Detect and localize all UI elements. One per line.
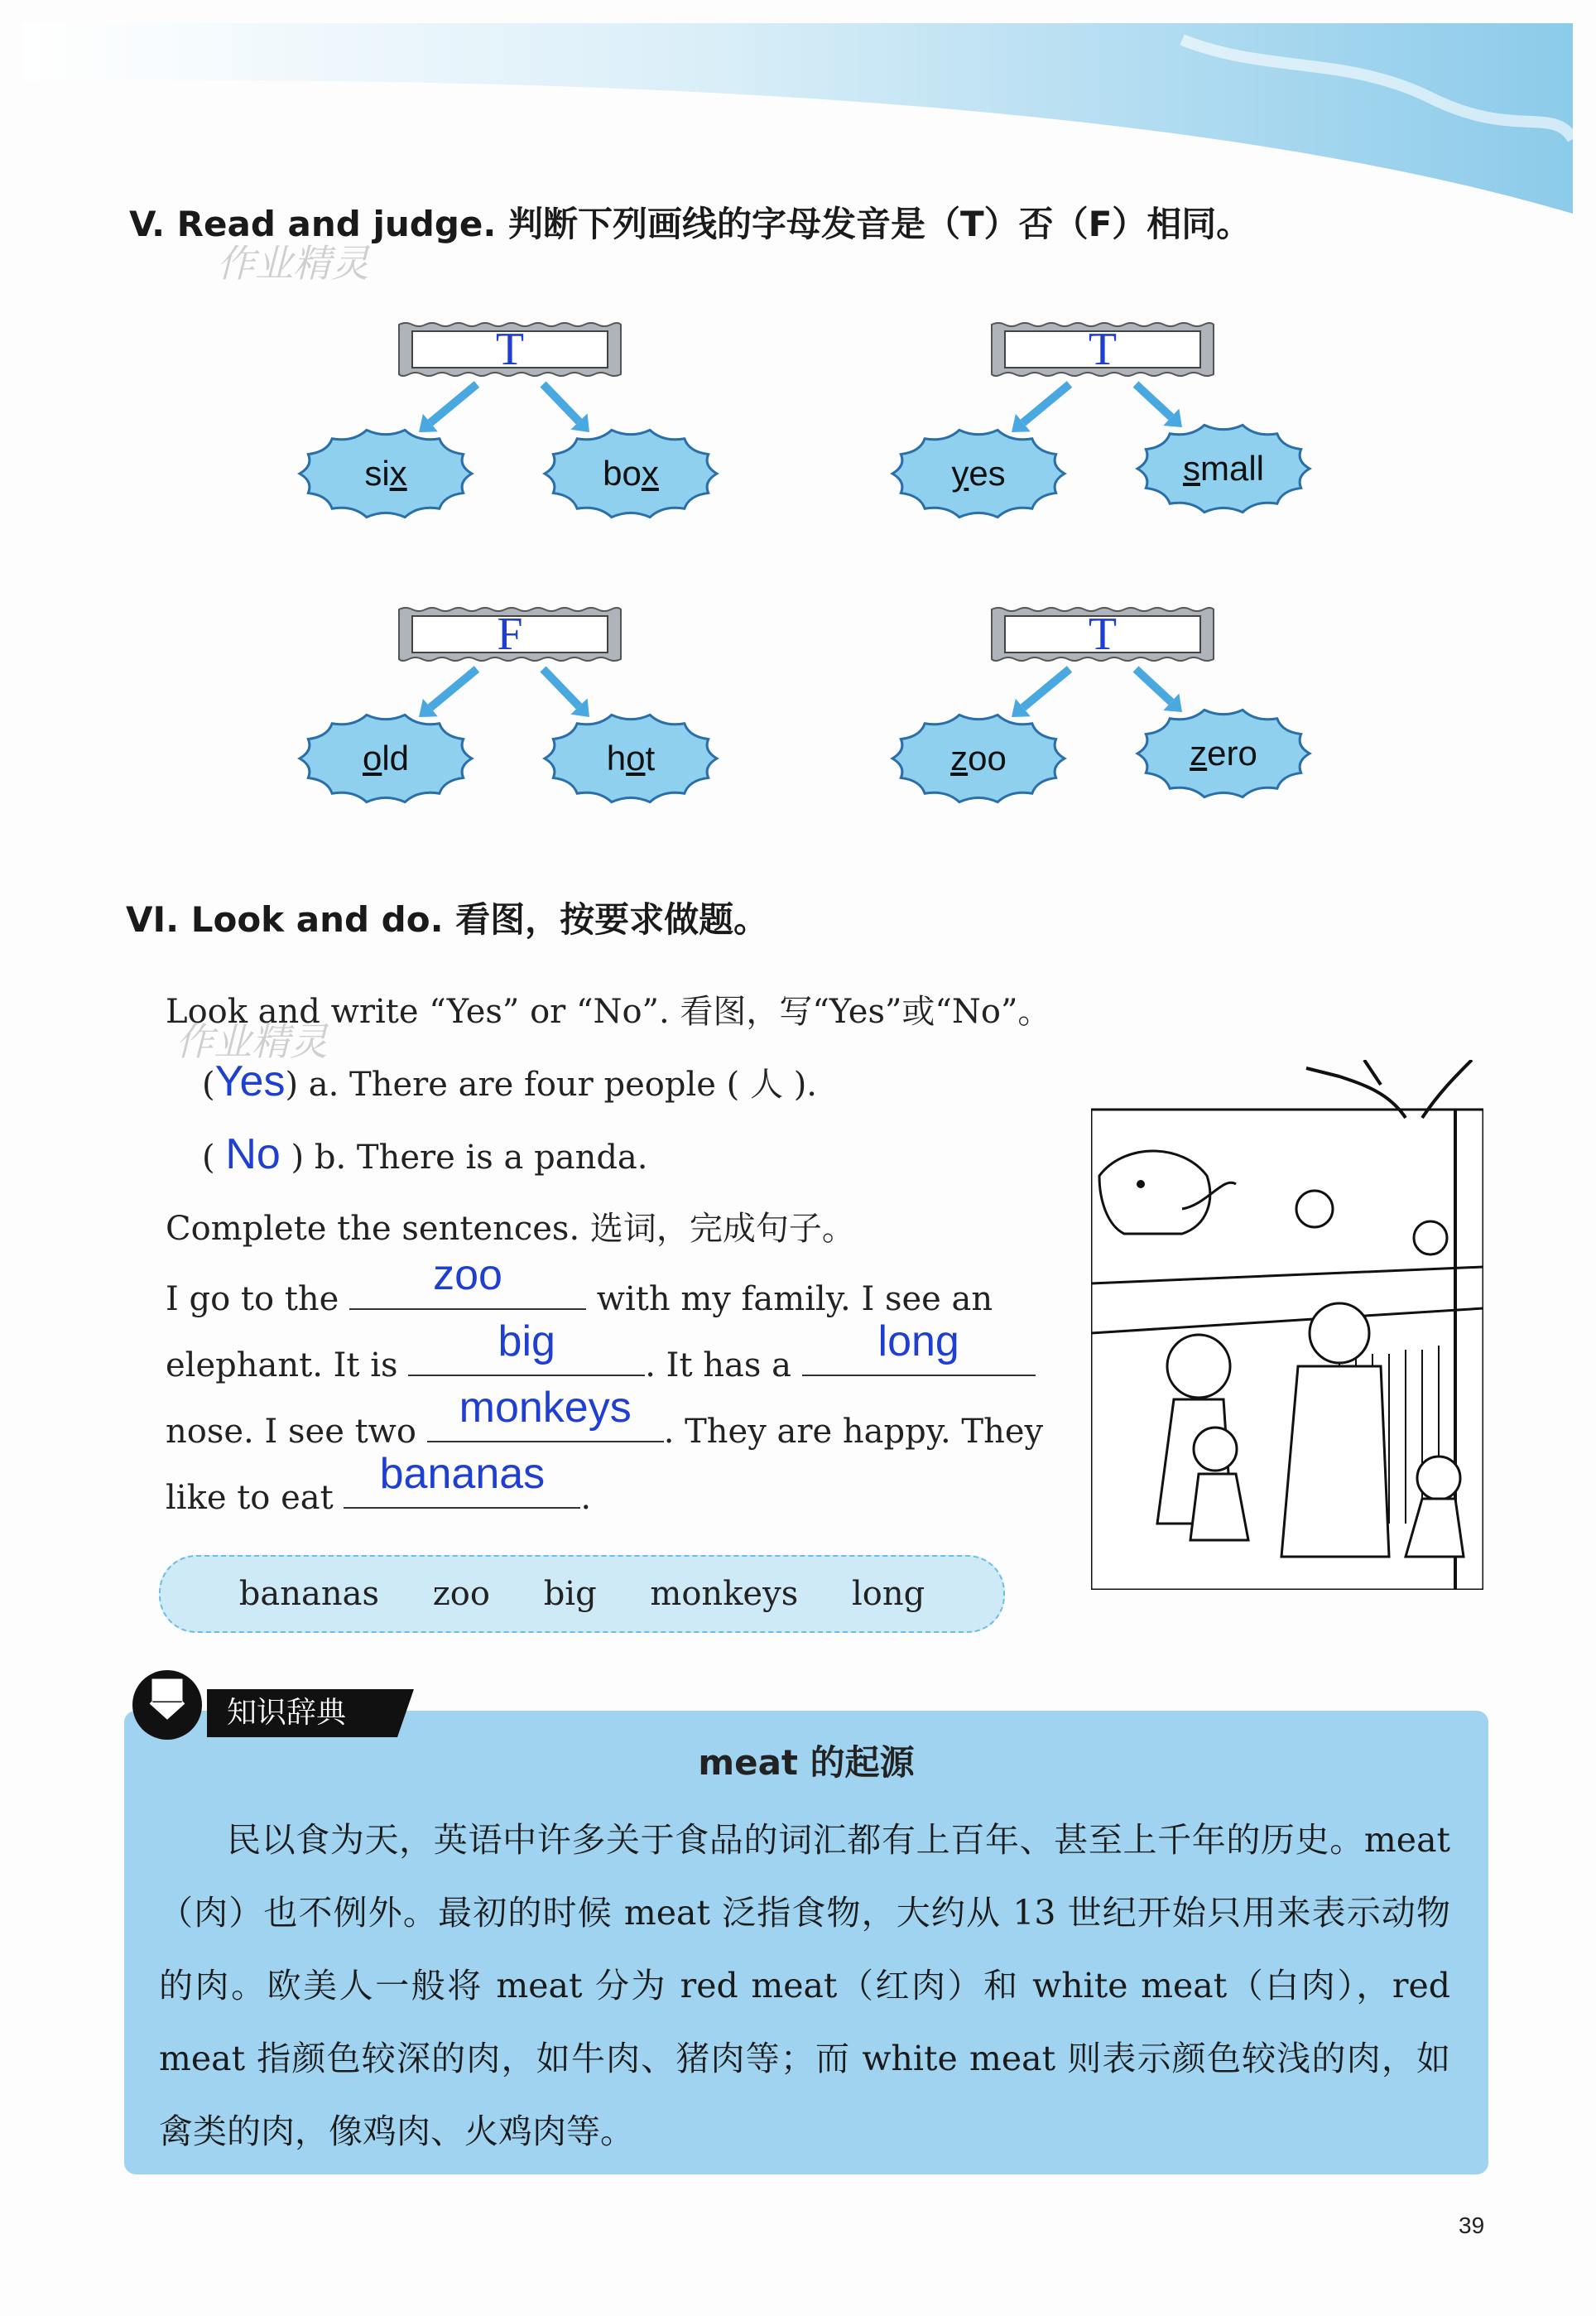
cloud-word: old — [362, 739, 410, 778]
book-icon — [126, 1659, 209, 1742]
word-bank-item: big — [543, 1575, 597, 1613]
word-cloud — [540, 424, 722, 523]
passage-line-2: elephant. It is big . It has a long — [166, 1341, 1036, 1384]
watermark: 作业精灵 — [175, 1019, 328, 1064]
passage-line-1: I go to the zoo with my family. I see an — [166, 1251, 993, 1318]
word-cloud — [540, 709, 722, 808]
zoo-family-illustration — [1091, 1060, 1483, 1590]
word-cloud — [1132, 419, 1315, 518]
blank-1[interactable]: zoo — [349, 1275, 586, 1310]
word-bank — [159, 1555, 1005, 1633]
instruction-yes-no: Look and write “Yes” or “No”. 看图，写“Yes”或“No”。 — [166, 993, 1051, 1031]
instruction-complete: Complete the sentences. 选词，完成句子。 — [166, 1210, 855, 1248]
answer-a[interactable]: Yes — [214, 1057, 286, 1105]
page-number: 39 — [1459, 2212, 1485, 2238]
cloud-word: small — [1182, 449, 1264, 488]
knowledge-paragraph: 民以食为天，英语中许多关于食品的词汇都有上百年、甚至上千年的历史。meat（肉）也不例外。最初的时候 meat 泛指食物，大约从 13 世纪开始只用来表示动物的肉。欧美人一般将 meat 分为 red meat（红肉）和 white meat（白肉），red meat 指颜色较深的肉，如牛肉、猪肉等；而 white meat 则表示颜色较浅的肉，如禽类的肉，像鸡肉、火鸡肉等。 — [159, 1820, 1450, 2151]
underlined-letter: z — [1190, 734, 1208, 773]
underlined-letter: x — [641, 454, 659, 493]
blank-4[interactable]: monkeys — [427, 1408, 664, 1442]
passage-line-4: like to eat bananas . — [166, 1450, 592, 1517]
word-cloud — [887, 709, 1070, 808]
word-bank-item: zoo — [432, 1575, 490, 1613]
header-decoration — [23, 23, 1573, 214]
blank-2[interactable]: big — [408, 1341, 645, 1376]
knowledge-tab-label: 知识辞典 — [227, 1696, 347, 1730]
underlined-letter: s — [1182, 449, 1200, 488]
word-bank-item: monkeys — [650, 1575, 799, 1613]
word-bank-item: long — [851, 1575, 925, 1613]
cloud-word: zoo — [950, 739, 1007, 778]
blank-3[interactable]: long — [802, 1341, 1036, 1376]
section-v-title: V. Read and judge. 判断下列画线的字母发音是（T）否（F）相同。 — [129, 204, 1252, 244]
underlined-letter: z — [950, 739, 969, 778]
word-cloud — [887, 424, 1070, 523]
underlined-letter: o — [626, 739, 646, 778]
judge-answer[interactable]: T — [1088, 609, 1118, 660]
word-cloud — [1132, 704, 1315, 803]
judge-answer[interactable]: T — [495, 324, 525, 375]
cloud-word: zero — [1190, 734, 1257, 773]
word-cloud — [295, 424, 477, 523]
underlined-letter: o — [362, 739, 382, 778]
judge-answer[interactable]: T — [1088, 324, 1118, 375]
knowledge-title: meat 的起源 — [698, 1742, 915, 1783]
cloud-word: box — [603, 454, 659, 493]
section-vi-title: VI. Look and do. 看图，按要求做题。 — [126, 899, 769, 940]
judge-answer[interactable]: F — [497, 609, 523, 660]
word-cloud — [295, 709, 477, 808]
question-b-text: b. There is a panda. — [314, 1139, 648, 1177]
question-b: ( No ) b. There is a panda. — [202, 1130, 648, 1178]
underlined-letter: x — [389, 454, 407, 493]
watermark: 作业精灵 — [217, 241, 369, 286]
question-a-text: a. There are four people ( 人 ). — [308, 1066, 818, 1104]
underlined-letter: y — [951, 454, 969, 493]
answer-b[interactable]: No — [225, 1130, 281, 1178]
cloud-word: six — [364, 454, 407, 493]
passage-line-3: nose. I see two monkeys . They are happy. They — [166, 1384, 1044, 1451]
cloud-word: yes — [951, 454, 1006, 493]
word-bank-item: bananas — [238, 1575, 379, 1613]
cloud-word: hot — [606, 739, 656, 778]
blank-5[interactable]: bananas — [344, 1474, 580, 1509]
knowledge-tab — [207, 1689, 414, 1737]
question-a: (Yes) a. There are four people ( 人 ). — [202, 1057, 818, 1105]
